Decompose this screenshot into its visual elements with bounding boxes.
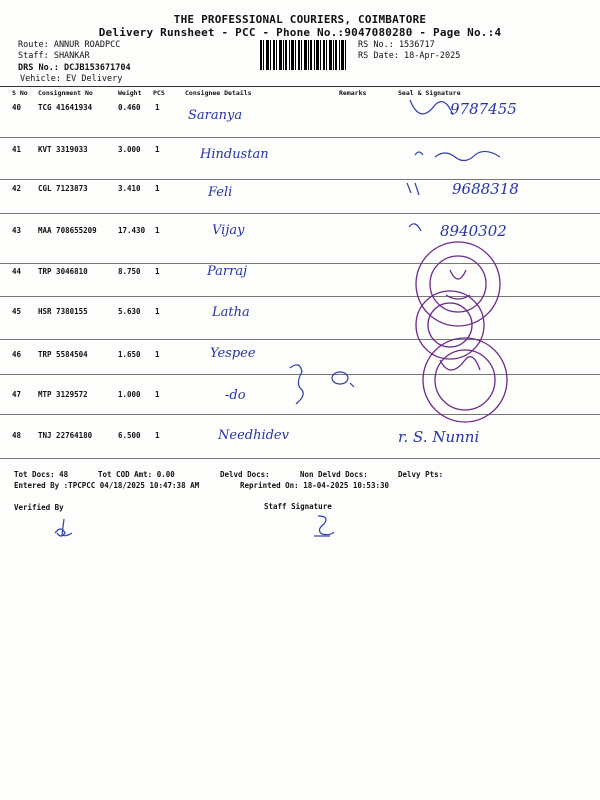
row-pcs: 1 <box>155 307 160 316</box>
row-consignment: KVT 3319033 <box>38 145 88 154</box>
row-pcs: 1 <box>155 431 160 440</box>
consignee-handwriting: Latha <box>212 305 250 320</box>
row-sno: 47 <box>12 390 22 399</box>
col-consignee: Consignee Details <box>185 89 252 97</box>
company-title: THE PROFESSIONAL COURIERS, COIMBATORE <box>173 13 427 26</box>
verified-signature <box>52 515 82 541</box>
seal-phone-40: 9787455 <box>450 100 517 118</box>
rs-date: RS Date: 18-Apr-2025 <box>358 51 461 61</box>
row-weight: 1.650 <box>118 350 141 359</box>
row-weight: 8.750 <box>118 267 141 276</box>
row-sno: 42 <box>12 184 22 193</box>
row-consignment: TCG 41641934 <box>38 103 93 112</box>
remark-scribble <box>285 358 365 418</box>
row-weight: 3.410 <box>118 184 141 193</box>
row-weight: 6.500 <box>118 431 141 440</box>
row-consignment: MTP 3129572 <box>38 390 88 399</box>
total-docs: Tot Docs: 48 <box>14 470 69 479</box>
row-sno: 45 <box>12 307 22 316</box>
staff-signature-label: Staff Signature <box>264 502 332 511</box>
rs-number: RS No.: 1536717 <box>358 40 435 50</box>
row-weight: 5.630 <box>118 307 141 316</box>
row-pcs: 1 <box>155 390 160 399</box>
entered-by: Entered By :TPCPCC 04/18/2025 10:47:38 AM <box>14 481 200 490</box>
row-weight: 0.460 <box>118 103 141 112</box>
drs-number: DRS No.: DCJB153671704 <box>18 63 131 73</box>
row-weight: 17.430 <box>118 226 146 235</box>
row-weight: 3.000 <box>118 145 141 154</box>
seal-signature-scribbles <box>405 95 555 255</box>
delivered-docs: Delvd Docs: <box>220 470 270 479</box>
consignee-handwriting: Needhidev <box>218 428 289 443</box>
row-divider <box>0 458 600 459</box>
non-delivered-docs: Non Delvd Docs: <box>300 470 368 479</box>
seal-phone-42: 9688318 <box>452 180 519 198</box>
row-consignment: MAA 708655209 <box>38 226 97 235</box>
runsheet-subtitle: Delivery Runsheet - PCC - Phone No.:9047080280 - Page No.:4 <box>98 26 502 39</box>
total-cod-amount: Tot COD Amt: 0.00 <box>98 470 175 479</box>
consignee-handwriting: Yespee <box>210 346 256 361</box>
consignee-handwriting: Hindustan <box>200 147 269 162</box>
table-top-rule <box>0 86 600 87</box>
row-pcs: 1 <box>155 226 160 235</box>
barcode <box>260 40 346 70</box>
row-pcs: 1 <box>155 267 160 276</box>
col-pcs: PCS <box>153 89 165 97</box>
col-seal: Seal & Signature <box>398 89 461 97</box>
consignee-handwriting: -do <box>225 388 246 403</box>
row-sno: 44 <box>12 267 22 276</box>
seal-signature-48: r. S. Nunni <box>398 428 480 446</box>
row-weight: 1.000 <box>118 390 141 399</box>
delivery-points: Delvy Pts: <box>398 470 444 479</box>
consignee-handwriting: Parraj <box>207 264 248 279</box>
consignee-handwriting: Vijay <box>212 223 245 238</box>
col-weight: Weight <box>118 89 142 97</box>
col-remarks: Remarks <box>339 89 367 97</box>
row-pcs: 1 <box>155 350 160 359</box>
row-consignment: TRP 3046810 <box>38 267 88 276</box>
staff-label: Staff: SHANKAR <box>18 51 90 61</box>
row-sno: 46 <box>12 350 22 359</box>
consignee-handwriting: Feli <box>208 185 233 200</box>
verified-by-label: Verified By <box>14 503 64 512</box>
row-consignment: TRP 5584504 <box>38 350 88 359</box>
row-sno: 48 <box>12 431 22 440</box>
vehicle-label: Vehicle: EV Delivery <box>20 74 123 84</box>
row-consignment: CGL 7123873 <box>38 184 88 193</box>
seal-phone-43: 8940302 <box>440 222 507 240</box>
route-label: Route: ANNUR ROADPCC <box>18 40 121 50</box>
row-consignment: HSR 7380155 <box>38 307 88 316</box>
consignee-handwriting: Saranya <box>188 108 243 123</box>
row-pcs: 1 <box>155 184 160 193</box>
row-pcs: 1 <box>155 103 160 112</box>
col-consignment: Consignment No <box>38 89 93 97</box>
row-sno: 43 <box>12 226 22 235</box>
row-pcs: 1 <box>155 145 160 154</box>
company-seal-stamp <box>410 240 530 430</box>
row-consignment: TNJ 22764180 <box>38 431 93 440</box>
row-sno: 40 <box>12 103 22 112</box>
col-sno: S No <box>12 89 28 97</box>
row-sno: 41 <box>12 145 22 154</box>
reprinted-on: Reprinted On: 18-04-2025 10:53:30 <box>240 481 390 490</box>
staff-signature <box>310 512 340 540</box>
